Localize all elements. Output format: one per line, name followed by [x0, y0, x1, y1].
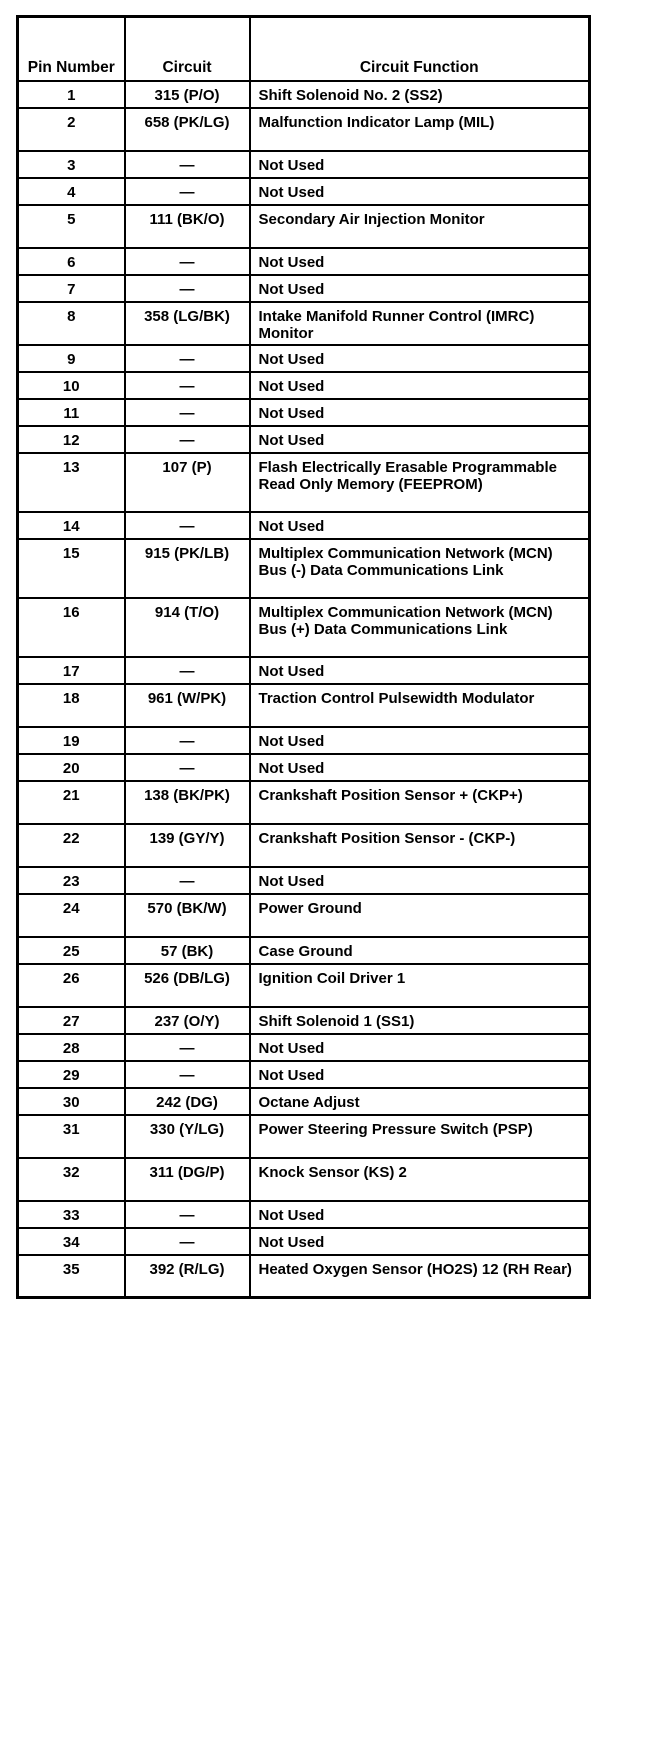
cell-pin-number: 7	[18, 275, 125, 302]
cell-circuit-function: Power Ground	[250, 894, 590, 937]
table-row	[18, 684, 590, 727]
cell-circuit: 311 (DG/P)	[125, 1158, 250, 1201]
cell-circuit-function: Not Used	[250, 345, 590, 372]
table-row	[18, 781, 590, 824]
cell-circuit: —	[125, 512, 250, 539]
cell-pin-number: 29	[18, 1061, 125, 1088]
table-row	[18, 598, 590, 657]
cell-circuit-function: Not Used	[250, 657, 590, 684]
cell-circuit-function: Not Used	[250, 275, 590, 302]
table-row	[18, 1088, 590, 1115]
cell-pin-number: 2	[18, 108, 125, 151]
cell-pin-number: 24	[18, 894, 125, 937]
cell-pin-number: 18	[18, 684, 125, 727]
cell-circuit-function: Flash Electrically Erasable Programmable Read Only Memory (FEEPROM)	[250, 453, 590, 512]
cell-circuit: —	[125, 727, 250, 754]
cell-pin-number: 5	[18, 205, 125, 248]
cell-pin-number: 25	[18, 937, 125, 964]
cell-pin-number: 23	[18, 867, 125, 894]
table-row	[18, 657, 590, 684]
cell-circuit: 237 (O/Y)	[125, 1007, 250, 1034]
cell-circuit-function: Power Steering Pressure Switch (PSP)	[250, 1115, 590, 1158]
cell-circuit: —	[125, 867, 250, 894]
cell-pin-number: 1	[18, 81, 125, 108]
table-row	[18, 964, 590, 1007]
table-row	[18, 1007, 590, 1034]
cell-circuit: —	[125, 1201, 250, 1228]
cell-pin-number: 27	[18, 1007, 125, 1034]
table-row	[18, 1158, 590, 1201]
cell-circuit: —	[125, 151, 250, 178]
header-pin-number: Pin Number	[18, 17, 125, 81]
cell-circuit-function: Case Ground	[250, 937, 590, 964]
cell-pin-number: 13	[18, 453, 125, 512]
table-row	[18, 754, 590, 781]
table-row	[18, 372, 590, 399]
cell-circuit: —	[125, 372, 250, 399]
cell-circuit: —	[125, 657, 250, 684]
cell-circuit: 138 (BK/PK)	[125, 781, 250, 824]
cell-pin-number: 4	[18, 178, 125, 205]
cell-pin-number: 33	[18, 1201, 125, 1228]
table-row	[18, 1228, 590, 1255]
cell-circuit-function: Malfunction Indicator Lamp (MIL)	[250, 108, 590, 151]
cell-pin-number: 9	[18, 345, 125, 372]
table-row	[18, 108, 590, 151]
table-row	[18, 824, 590, 867]
cell-circuit-function: Shift Solenoid No. 2 (SS2)	[250, 81, 590, 108]
cell-circuit: —	[125, 426, 250, 453]
cell-circuit-function: Not Used	[250, 512, 590, 539]
cell-circuit: 57 (BK)	[125, 937, 250, 964]
table-row	[18, 1061, 590, 1088]
table-row	[18, 453, 590, 512]
cell-pin-number: 35	[18, 1255, 125, 1298]
cell-circuit: 914 (T/O)	[125, 598, 250, 657]
cell-pin-number: 11	[18, 399, 125, 426]
cell-circuit-function: Heated Oxygen Sensor (HO2S) 12 (RH Rear)	[250, 1255, 590, 1298]
cell-circuit: 107 (P)	[125, 453, 250, 512]
cell-pin-number: 16	[18, 598, 125, 657]
table-row	[18, 1255, 590, 1298]
cell-circuit: 915 (PK/LB)	[125, 539, 250, 598]
header-circuit: Circuit	[125, 17, 250, 81]
cell-pin-number: 10	[18, 372, 125, 399]
cell-circuit-function: Knock Sensor (KS) 2	[250, 1158, 590, 1201]
cell-circuit-function: Not Used	[250, 1228, 590, 1255]
cell-circuit-function: Crankshaft Position Sensor - (CKP-)	[250, 824, 590, 867]
cell-pin-number: 22	[18, 824, 125, 867]
cell-circuit: 139 (GY/Y)	[125, 824, 250, 867]
cell-circuit: —	[125, 399, 250, 426]
table-header-row	[18, 17, 590, 81]
table-row	[18, 248, 590, 275]
cell-circuit-function: Octane Adjust	[250, 1088, 590, 1115]
table-row	[18, 345, 590, 372]
table-row	[18, 1034, 590, 1061]
table-row	[18, 302, 590, 345]
cell-pin-number: 32	[18, 1158, 125, 1201]
cell-circuit: 570 (BK/W)	[125, 894, 250, 937]
cell-circuit: 358 (LG/BK)	[125, 302, 250, 345]
table-row	[18, 151, 590, 178]
cell-pin-number: 8	[18, 302, 125, 345]
cell-circuit-function: Crankshaft Position Sensor + (CKP+)	[250, 781, 590, 824]
cell-circuit: 392 (R/LG)	[125, 1255, 250, 1298]
table-row	[18, 1115, 590, 1158]
cell-pin-number: 34	[18, 1228, 125, 1255]
cell-circuit-function: Not Used	[250, 426, 590, 453]
cell-pin-number: 30	[18, 1088, 125, 1115]
cell-circuit: 330 (Y/LG)	[125, 1115, 250, 1158]
cell-circuit-function: Not Used	[250, 178, 590, 205]
table-row	[18, 81, 590, 108]
cell-circuit-function: Not Used	[250, 248, 590, 275]
cell-circuit: 658 (PK/LG)	[125, 108, 250, 151]
cell-pin-number: 14	[18, 512, 125, 539]
table-row	[18, 205, 590, 248]
cell-circuit-function: Not Used	[250, 727, 590, 754]
cell-circuit-function: Secondary Air Injection Monitor	[250, 205, 590, 248]
pin-table	[16, 15, 591, 1299]
cell-circuit-function: Not Used	[250, 1201, 590, 1228]
cell-circuit: —	[125, 1061, 250, 1088]
cell-circuit-function: Ignition Coil Driver 1	[250, 964, 590, 1007]
cell-circuit: 526 (DB/LG)	[125, 964, 250, 1007]
table-row	[18, 399, 590, 426]
cell-circuit: —	[125, 1228, 250, 1255]
cell-circuit: —	[125, 1034, 250, 1061]
cell-pin-number: 3	[18, 151, 125, 178]
cell-circuit: —	[125, 754, 250, 781]
table-row	[18, 178, 590, 205]
cell-pin-number: 26	[18, 964, 125, 1007]
cell-circuit: —	[125, 345, 250, 372]
cell-circuit: 315 (P/O)	[125, 81, 250, 108]
cell-pin-number: 19	[18, 727, 125, 754]
table-row	[18, 727, 590, 754]
cell-circuit-function: Not Used	[250, 1034, 590, 1061]
cell-circuit-function: Shift Solenoid 1 (SS1)	[250, 1007, 590, 1034]
cell-circuit: —	[125, 275, 250, 302]
cell-circuit-function: Not Used	[250, 754, 590, 781]
cell-pin-number: 21	[18, 781, 125, 824]
cell-circuit-function: Not Used	[250, 372, 590, 399]
cell-circuit: 242 (DG)	[125, 1088, 250, 1115]
cell-pin-number: 6	[18, 248, 125, 275]
cell-pin-number: 20	[18, 754, 125, 781]
table-row	[18, 1201, 590, 1228]
cell-circuit: 111 (BK/O)	[125, 205, 250, 248]
table-row	[18, 275, 590, 302]
cell-circuit-function: Not Used	[250, 399, 590, 426]
cell-pin-number: 15	[18, 539, 125, 598]
cell-circuit-function: Multiplex Communication Network (MCN) Bus (-) Data Communications Link	[250, 539, 590, 598]
cell-circuit-function: Not Used	[250, 867, 590, 894]
cell-circuit: 961 (W/PK)	[125, 684, 250, 727]
cell-circuit-function: Multiplex Communication Network (MCN) Bus (+) Data Communications Link	[250, 598, 590, 657]
cell-circuit-function: Not Used	[250, 151, 590, 178]
cell-circuit-function: Traction Control Pulsewidth Modulator	[250, 684, 590, 727]
table-row	[18, 512, 590, 539]
cell-circuit-function: Not Used	[250, 1061, 590, 1088]
header-circuit-function: Circuit Function	[250, 17, 590, 81]
cell-circuit-function: Intake Manifold Runner Control (IMRC) Monitor	[250, 302, 590, 345]
cell-pin-number: 12	[18, 426, 125, 453]
table-row	[18, 539, 590, 598]
cell-pin-number: 31	[18, 1115, 125, 1158]
table-row	[18, 867, 590, 894]
table-row	[18, 426, 590, 453]
cell-pin-number: 17	[18, 657, 125, 684]
table-row	[18, 937, 590, 964]
table-row	[18, 894, 590, 937]
cell-circuit: —	[125, 248, 250, 275]
cell-pin-number: 28	[18, 1034, 125, 1061]
cell-circuit: —	[125, 178, 250, 205]
